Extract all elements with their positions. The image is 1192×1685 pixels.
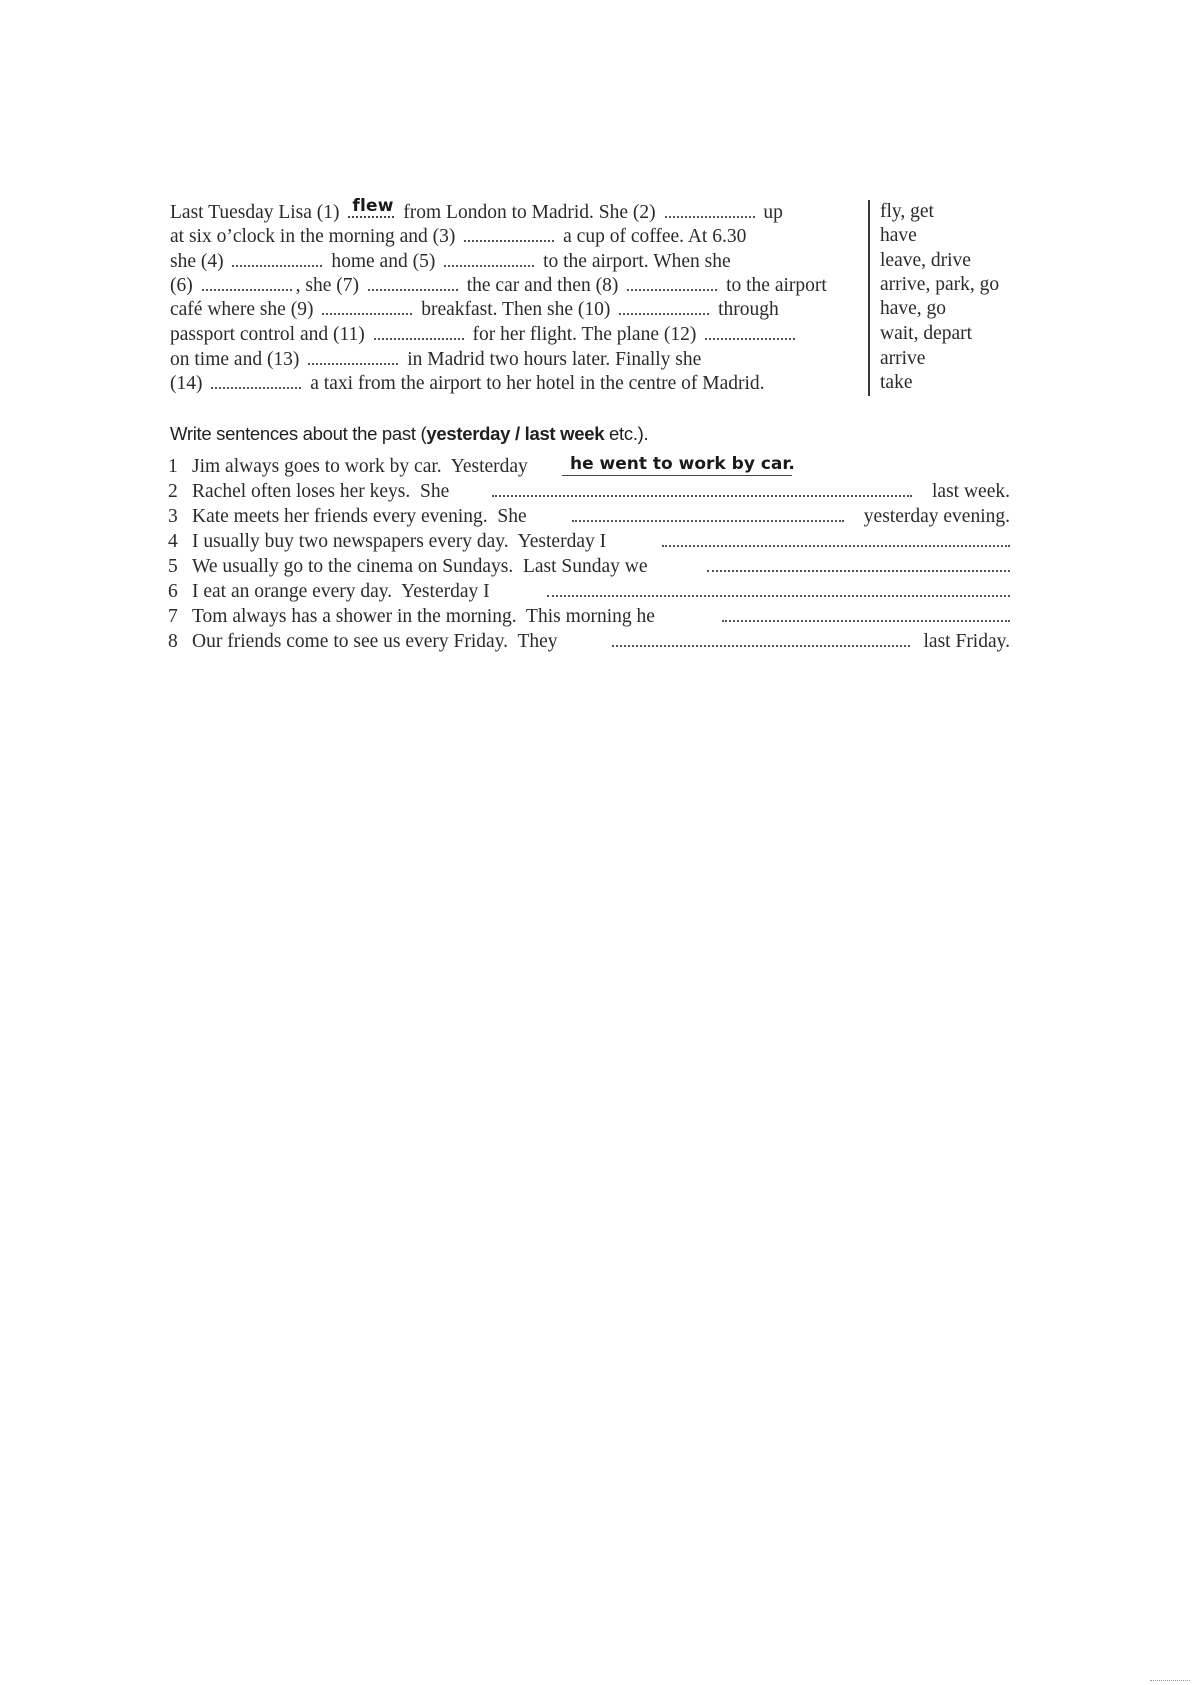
cloze-text: Last Tuesday Lisa (1)	[170, 202, 345, 223]
answer-blank[interactable]	[322, 297, 412, 315]
verb-hint: arrive, park, go	[880, 274, 1000, 295]
cloze-line	[170, 224, 746, 248]
answer-blank[interactable]	[722, 620, 1010, 622]
sentence-number: 8	[168, 631, 178, 652]
answer-underline[interactable]	[562, 475, 792, 476]
sentence-number: 7	[168, 606, 178, 627]
sentence-number: 5	[168, 556, 178, 577]
cloze-text: a taxi from the airport to her hotel in the centre of Madrid.	[305, 373, 765, 394]
handwritten-answer: he went to work by car.	[570, 454, 795, 474]
cloze-text: home and (5)	[326, 251, 441, 272]
cloze-text: up	[758, 202, 783, 223]
answer-blank[interactable]	[572, 520, 844, 522]
cloze-line	[170, 297, 779, 321]
answer-blank[interactable]	[665, 200, 755, 218]
sentence-suffix: last week.	[932, 481, 1010, 502]
sentence-number: 1	[168, 456, 178, 477]
answer-blank[interactable]	[707, 570, 1010, 572]
answer-blank[interactable]	[308, 347, 398, 365]
sentence-row	[168, 455, 1010, 481]
answer-blank[interactable]	[374, 322, 464, 340]
cloze-text: a cup of coffee. At 6.30	[558, 226, 747, 247]
sentence-prompt: We usually go to the cinema on Sundays. Last Sunday we	[192, 556, 648, 577]
answer-blank[interactable]	[619, 297, 709, 315]
verb-column-divider	[868, 200, 870, 396]
sentence-row	[168, 480, 1010, 506]
cloze-text: for her flight. The plane (12)	[467, 324, 702, 345]
sentence-prompt: Kate meets her friends every evening. She	[192, 506, 527, 527]
sentence-row	[168, 630, 1010, 656]
verb-hint: fly, get	[880, 201, 934, 222]
exercise-instruction	[170, 422, 648, 446]
sentence-suffix: yesterday evening.	[863, 506, 1010, 527]
answer-blank[interactable]	[662, 545, 1010, 547]
cloze-line	[170, 273, 827, 297]
sentence-prompt: Jim always goes to work by car. Yesterday	[192, 456, 528, 477]
instruction-text-after: etc.).	[604, 423, 649, 444]
sentence-prompt: Tom always has a shower in the morning. This morning he	[192, 606, 655, 627]
sentence-row	[168, 580, 1010, 606]
cloze-text: from London to Madrid. She (2)	[398, 202, 661, 223]
cloze-text: through	[713, 299, 779, 320]
sentence-number: 6	[168, 581, 178, 602]
sentence-number: 4	[168, 531, 178, 552]
verb-hint: have, go	[880, 298, 947, 319]
sentence-row	[168, 555, 1010, 581]
cloze-text: at six o’clock in the morning and (3)	[170, 226, 461, 247]
answer-blank[interactable]	[612, 645, 910, 647]
cloze-text: in Madrid two hours later. Finally she	[402, 349, 702, 370]
sentence-prompt: Rachel often loses her keys. She	[192, 481, 450, 502]
answer-blank[interactable]	[202, 273, 292, 291]
answer-blank[interactable]	[705, 322, 795, 340]
cloze-text: she (4)	[170, 251, 229, 272]
page-edge-mark	[1150, 1680, 1190, 1685]
cloze-line	[170, 196, 783, 224]
sentence-row	[168, 505, 1010, 531]
cloze-text: on time and (13)	[170, 349, 305, 370]
answer-blank[interactable]	[627, 273, 717, 291]
sentence-prompt: I usually buy two newspapers every day. Yesterday I	[192, 531, 607, 552]
cloze-text: to the airport	[721, 275, 827, 296]
instruction-text-before: Write sentences about the past (	[170, 423, 427, 444]
verb-hint: have	[880, 225, 917, 246]
cloze-text: café where she (9)	[170, 299, 319, 320]
answer-blank[interactable]	[368, 273, 458, 291]
answer-blank[interactable]	[547, 595, 1010, 597]
sentence-suffix: last Friday.	[923, 631, 1010, 652]
answer-blank[interactable]	[211, 371, 301, 389]
verb-hint: leave, drive	[880, 250, 971, 271]
filled-answer-blank[interactable]	[348, 196, 394, 218]
answer-blank[interactable]	[464, 224, 554, 242]
verb-hint: arrive	[880, 348, 926, 369]
verb-hint: wait, depart	[880, 323, 973, 344]
cloze-text: breakfast. Then she (10)	[416, 299, 616, 320]
sentence-row	[168, 605, 1010, 631]
answer-blank[interactable]	[444, 249, 534, 267]
cloze-line	[170, 249, 731, 273]
sentence-row	[168, 530, 1010, 556]
cloze-text: to the airport. When she	[538, 251, 731, 272]
answer-blank[interactable]	[492, 495, 912, 497]
verb-hint: take	[880, 372, 913, 393]
cloze-text: the car and then (8)	[461, 275, 624, 296]
cloze-text: passport control and (11)	[170, 324, 370, 345]
sentence-number: 2	[168, 481, 178, 502]
instruction-bold-text: yesterday / last week	[426, 423, 605, 444]
cloze-text: , she (7)	[295, 275, 364, 296]
handwritten-answer: flew	[352, 196, 394, 216]
cloze-line	[170, 371, 765, 395]
sentence-prompt: I eat an orange every day. Yesterday I	[192, 581, 490, 602]
cloze-line	[170, 347, 701, 371]
cloze-text: (14)	[170, 373, 208, 394]
sentence-number: 3	[168, 506, 178, 527]
answer-blank[interactable]	[232, 249, 322, 267]
cloze-text: (6)	[170, 275, 198, 296]
cloze-line	[170, 322, 799, 346]
sentence-prompt: Our friends come to see us every Friday. They	[192, 631, 558, 652]
